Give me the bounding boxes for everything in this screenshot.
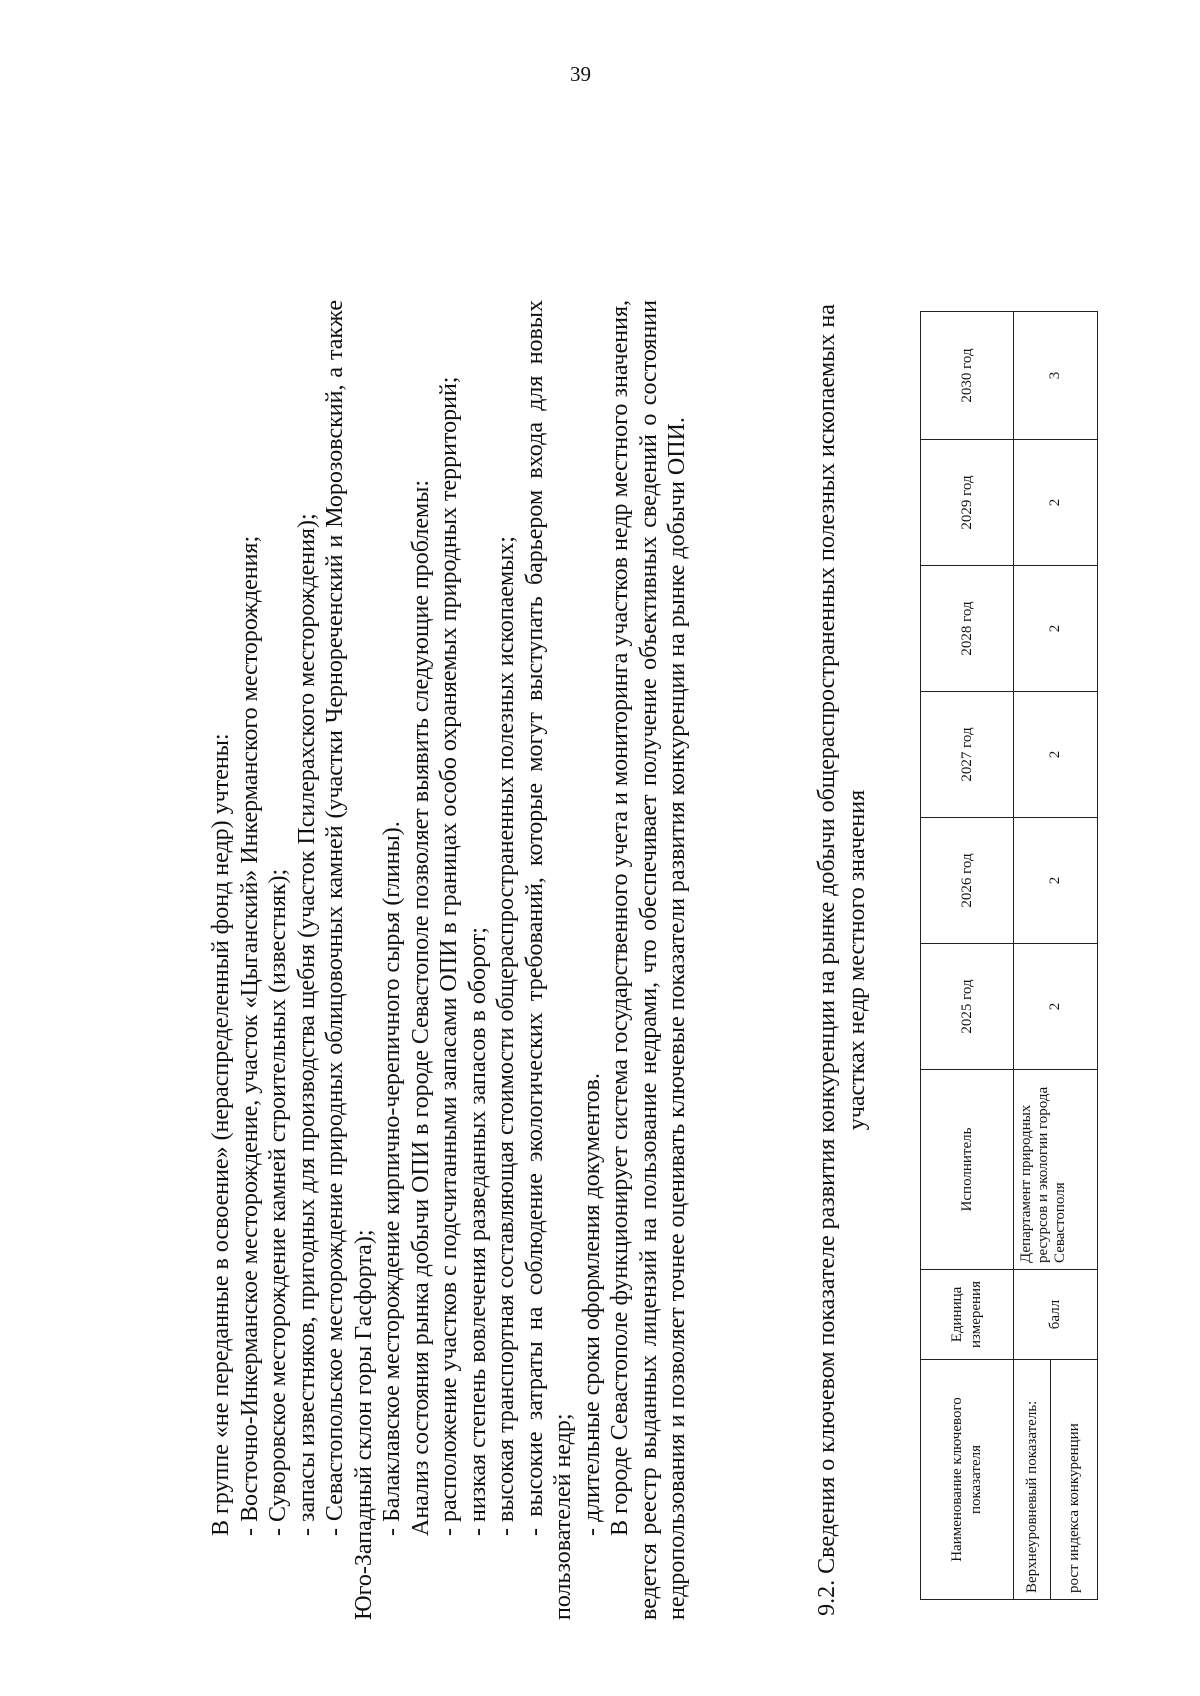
header-name: Наименование ключевого показателя (921, 1360, 1014, 1600)
header-executor: Исполнитель (921, 1070, 1014, 1270)
paragraph: - Восточно-Инкерманское месторождение, участок «Цыганский» Инкерманского месторождения; (236, 535, 263, 1536)
header-year: 2026 год (921, 818, 1014, 944)
paragraph: - высокие затраты на соблюдение экологических требований, которые могут выступать барьером входа для новых пользователей недр; (521, 300, 576, 1620)
table-header-row (921, 312, 1014, 1600)
unit-cell: балл (1014, 1270, 1098, 1360)
rotated-page-content (160, 280, 1160, 1640)
value-cell: 2 (1014, 440, 1098, 566)
value-cell: 2 (1014, 566, 1098, 692)
paragraph: - низкая степень вовлечения разведанных запасов в оборот; (464, 927, 491, 1536)
paragraph: - расположение участков с подсчитанными запасами ОПИ в границах особо охраняемых природных территорий; (436, 376, 462, 1536)
table-row (1014, 312, 1051, 1600)
paragraph: - высокая транспортная составляющая стоимости общераспространенных полезных ископаемых; (493, 536, 519, 1536)
header-year: 2025 год (921, 944, 1014, 1070)
paragraph: Анализ состояния рынка добычи ОПИ в городе Севастополе позволяет выявить следующие проблемы: (407, 479, 434, 1536)
section-title: 9.2. Сведения о ключевом показателе развития конкуренции на рынке добычи общераспространенных полезных ископаемых на участках недр местного значения (814, 304, 870, 1616)
paragraph: - Балаклавское месторождение кирпично-черепичного сырья (глины). (379, 821, 405, 1536)
kpi-table (920, 311, 1098, 1600)
value-cell: 2 (1014, 692, 1098, 818)
value-cell: 2 (1014, 818, 1098, 944)
header-year: 2030 год (921, 312, 1014, 440)
paragraph: - Суворовское месторождение камней строительных (известняк); (265, 868, 291, 1536)
paragraph: В городе Севастополе функционирует система государственного учета и мониторинга участков недр местного значения, ведется реестр выданных лицензий на пользование недрами, что обеспечивает получение объективных сведений о состоянии недропользования и позволяет точнее оценивать ключевые показатели развития конкуренции на рынке добычи ОПИ. (607, 300, 690, 1620)
page-number: 39 (570, 62, 591, 86)
header-unit: Единица измерения (921, 1270, 1014, 1360)
paragraph: В группе «не переданные в освоение» (нераспределенный фонд недр) учтены: (208, 733, 234, 1536)
body-text (207, 300, 692, 1620)
paragraph: - длительные сроки оформления документов. (578, 1073, 605, 1536)
header-year: 2028 год (921, 566, 1014, 692)
executor-cell: Департамент природных ресурсов и экологии города Севастополя (1014, 1070, 1098, 1270)
header-year: 2029 год (921, 440, 1014, 566)
indicator-name: рост индекса конкуренции (1051, 1360, 1098, 1600)
value-cell: 3 (1014, 312, 1098, 440)
paragraph: - запасы известняков, пригодных для производства щебня (участок Псилерахского месторождения); (293, 513, 320, 1536)
header-year: 2027 год (921, 692, 1014, 818)
top-level-label: Верхнеуровневый показатель: (1014, 1360, 1051, 1600)
value-cell: 2 (1014, 944, 1098, 1070)
paragraph: - Севастопольское месторождение природных облицовочных камней (участки Чернореченский и Морозовский, а также Юго-Западный склон горы Гасфорта); (322, 300, 377, 1620)
